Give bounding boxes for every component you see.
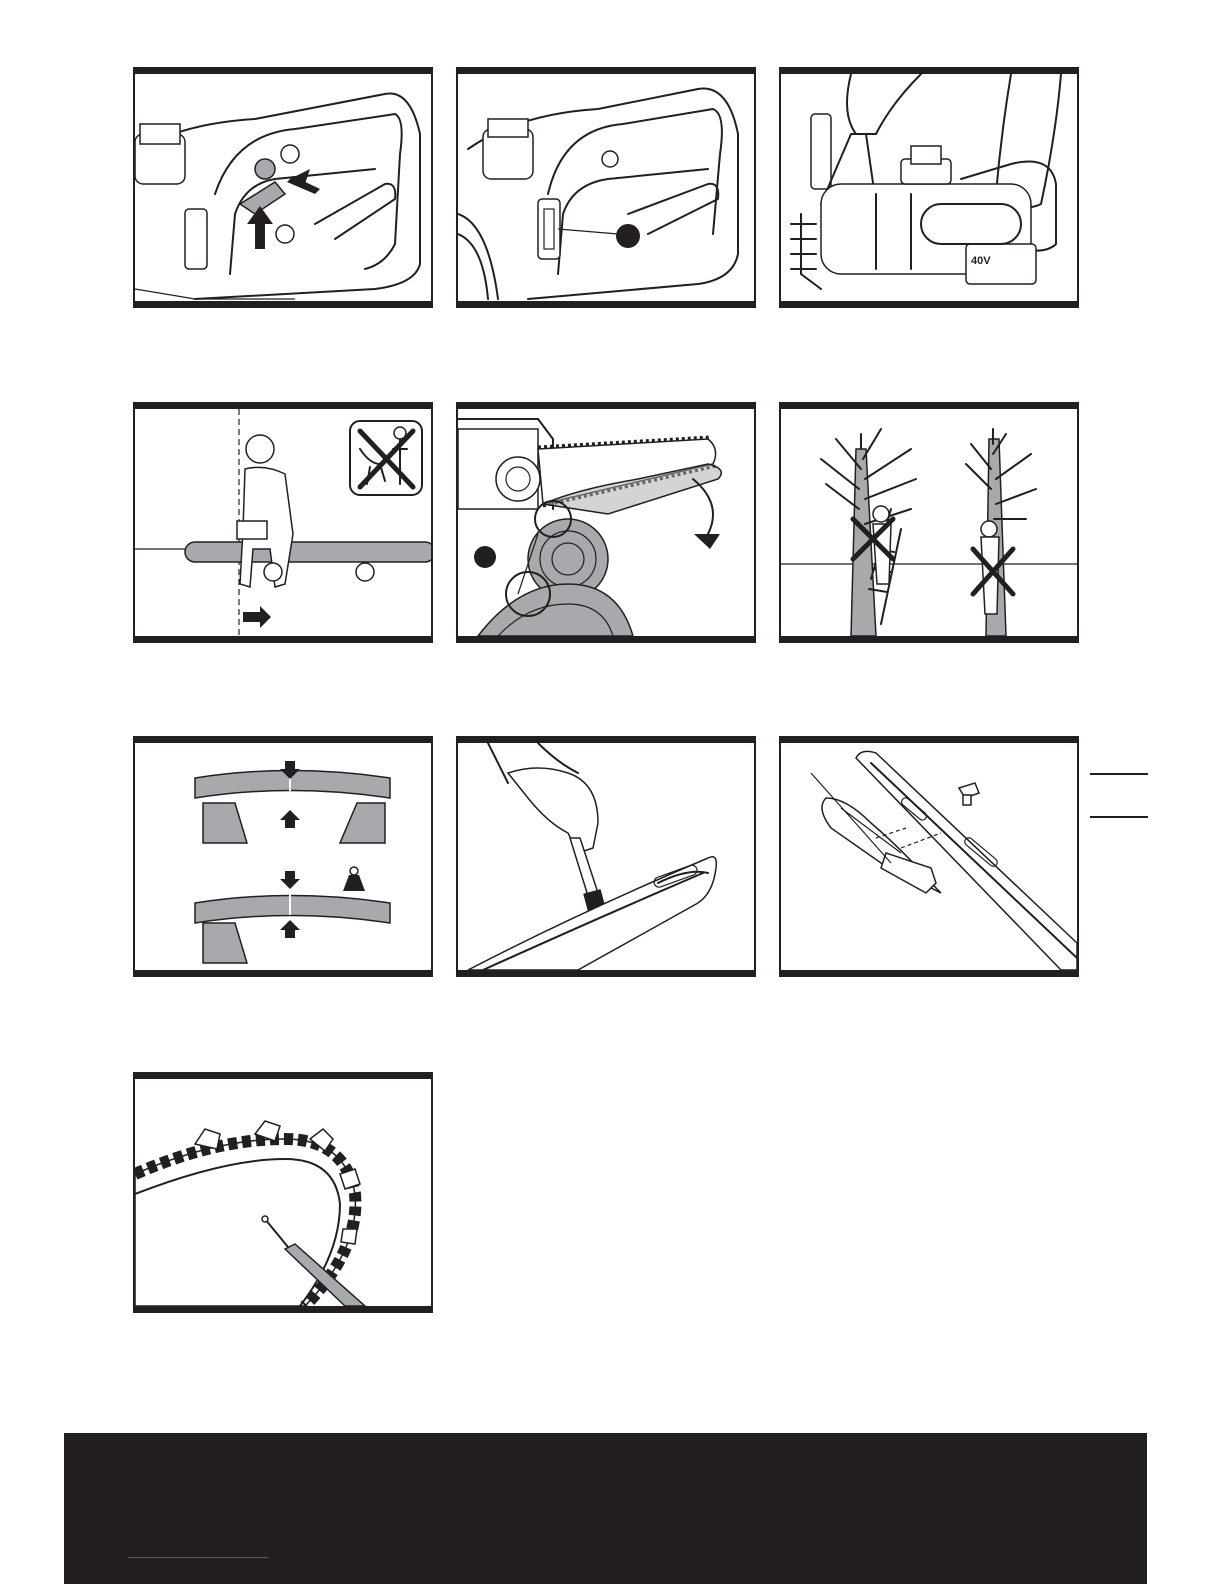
side-tab-line-top [1090, 773, 1148, 775]
figure-oil-cap-handle [133, 67, 433, 308]
bar-cover-assembly-drawing [781, 743, 1077, 970]
figure-carrying-chainsaw [779, 67, 1079, 308]
work-area-safety-drawing [135, 409, 431, 636]
footer-bar [64, 1433, 1147, 1584]
oil-level-window-drawing [458, 74, 754, 301]
chain-lubrication-drawing [135, 1079, 431, 1306]
figure-cleaning-bar-groove [456, 736, 756, 977]
figure-bar-cover-assembly [779, 736, 1079, 977]
footer-link-underline [128, 1557, 268, 1558]
cleaning-bar-groove-drawing [458, 743, 754, 970]
oil-cap-handle-drawing [135, 74, 431, 301]
battery-label: 40V [971, 255, 991, 267]
figure-work-area-safety [133, 402, 433, 643]
figure-oil-level-window [456, 67, 756, 308]
figure-log-support-pinching [133, 736, 433, 977]
carrying-chainsaw-drawing [781, 74, 1077, 301]
bar-cutting-direction-drawing [458, 409, 754, 636]
log-support-pinching-drawing [135, 743, 431, 970]
figure-chain-lubrication [133, 1072, 433, 1313]
figure-bar-cutting-direction [456, 402, 756, 643]
no-climbing-trees-drawing [781, 409, 1077, 636]
side-tab-line-bottom [1090, 816, 1148, 818]
figure-no-climbing-trees [779, 402, 1079, 643]
